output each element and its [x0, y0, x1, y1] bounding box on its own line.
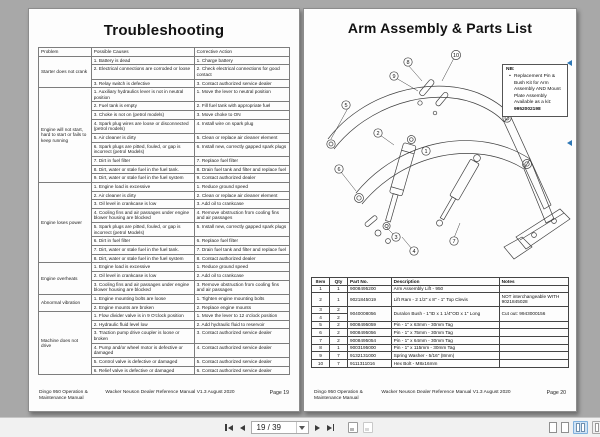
- qty-cell: 1: [329, 293, 347, 306]
- cause-cell: 2. Engine mounts are broken: [91, 303, 194, 312]
- action-cell: 3. Move choke to ON: [194, 111, 289, 120]
- page-title-troubleshooting: Troubleshooting: [103, 22, 225, 39]
- notes-cell: [499, 329, 568, 337]
- qty-cell: 2: [329, 306, 347, 314]
- cause-cell: 2. Electrical connections are corroded or loose: [91, 65, 194, 79]
- cause-cell: 7. Dirt in fuel filter: [91, 156, 194, 165]
- footer-doc-title: Dingo 950 Operation & Maintenance Manual: [314, 389, 363, 401]
- page-number-input[interactable]: [251, 421, 309, 434]
- notes-cell: [499, 321, 568, 329]
- cause-cell: 4. Spark plug wires are loose or disconnected (petrol models): [91, 119, 194, 133]
- table-row: [312, 337, 569, 345]
- action-cell: 2. Clean or replace air cleaner element: [194, 191, 289, 200]
- action-cell: 8. Drain fuel tank and filter and replace fuel: [194, 165, 289, 174]
- troubleshooting-table-body: [39, 56, 290, 375]
- notes-cell: [499, 337, 568, 345]
- callout-5: [342, 101, 350, 109]
- page-indicator: 19 / 39: [256, 423, 281, 432]
- cause-cell: 3. Traction pump drive coupler is loose or broken: [91, 329, 194, 343]
- cause-cell: 5. Spark plugs are pitted, fouled, or gap is incorrect (petrol Models): [91, 223, 194, 237]
- cause-cell: 6. Dirt in fuel filter: [91, 237, 194, 246]
- last-page-button[interactable]: [326, 423, 336, 432]
- next-view-icon[interactable]: [363, 422, 373, 433]
- callout-1: [422, 147, 430, 155]
- previous-page-button[interactable]: [239, 424, 246, 432]
- table-row: [39, 263, 290, 272]
- action-cell: 3. Add oil to crankcase: [194, 200, 289, 209]
- action-cell: 3. Remove obstruction from cooling fins and air passages: [194, 280, 289, 294]
- table-row: [39, 88, 290, 102]
- item-cell: 7: [312, 337, 330, 345]
- single-page-view-icon[interactable]: [549, 422, 557, 433]
- problem-cell: Engine will not start, hard to start or fails to keep running: [39, 88, 92, 183]
- table-row: [39, 294, 290, 303]
- two-page-scroll-view-icon[interactable]: [592, 421, 600, 434]
- cause-cell: 2. Oil level in crankcase is low: [91, 271, 194, 280]
- action-cell: 5. Contact authorized service dealer: [194, 357, 289, 366]
- item-cell: 9: [312, 352, 330, 360]
- action-cell: 5. Install new, correctly gapped spark plugs: [194, 223, 289, 237]
- qty-cell: 2: [329, 314, 347, 322]
- table-row: [39, 182, 290, 191]
- notes-cell: [499, 285, 568, 293]
- description-cell: Pin - 1" x 63mm - 30mm Tag: [391, 321, 499, 329]
- note-availability: Available as a kit:: [514, 100, 552, 106]
- cause-cell: 1. Engine load is excessive: [91, 263, 194, 272]
- description-cell: Duralon Bush - 1"ID x 1 1/4"OD x 1" Long: [391, 306, 499, 321]
- part-number-cell: 9008495056: [347, 329, 391, 337]
- table-row: [312, 285, 569, 293]
- action-cell: 2. Replace engine mounts: [194, 303, 289, 312]
- footer-page-number: Page 19: [269, 389, 289, 396]
- previous-view-icon[interactable]: [348, 422, 358, 433]
- previous-page-icon: [240, 425, 245, 431]
- table-row: [312, 352, 569, 360]
- svg-text:3: 3: [394, 235, 398, 241]
- action-cell: 4. Install wire on spark plug: [194, 119, 289, 133]
- cause-cell: 2. Air cleaner is dirty: [91, 191, 194, 200]
- action-cell: 2. Add hydraulic fluid to reservoir: [194, 320, 289, 329]
- action-cell: 6. Install new, correctly gapped spark plugs: [194, 142, 289, 156]
- callout-3: [392, 233, 400, 241]
- col-header-item: Item: [312, 278, 330, 286]
- table-row: [312, 344, 569, 352]
- bottom-toolbar: [0, 417, 600, 437]
- svg-text:5: 5: [344, 103, 348, 109]
- notes-cell: [499, 360, 568, 368]
- first-page-button[interactable]: [224, 423, 234, 432]
- description-cell: Lift Ram - 2 1/2" x 8" - 1" Top Clevis: [391, 293, 499, 306]
- action-cell: 6. Contact authorized service dealer: [194, 366, 289, 375]
- callout-9: [390, 72, 398, 80]
- action-cell: 4. Remove obstruction from cooling fins and air passages: [194, 208, 289, 222]
- footer-reference: Wacker Neuson Dealer Reference Manual V1.3 August 2020: [381, 389, 511, 395]
- two-page-view-icon[interactable]: [573, 421, 588, 434]
- cause-cell: 3. Cooling fins and air passages under engine blower housing are blocked: [91, 280, 194, 294]
- col-header-part: Part No.: [347, 278, 391, 286]
- cause-cell: 5. Air cleaner is dirty: [91, 134, 194, 143]
- continuous-view-icon[interactable]: [561, 422, 569, 433]
- part-number-cell: 9040008056: [347, 306, 391, 321]
- last-page-icon: [327, 425, 332, 431]
- cause-cell: 2. Hydraulic fluid level low: [91, 320, 194, 329]
- problem-cell: Starter does not crank: [39, 56, 92, 88]
- description-cell: Pin - 1" x 75mm - 30mm Tag: [391, 329, 499, 337]
- item-cell: 3: [312, 306, 330, 314]
- first-page-icon: [228, 425, 233, 431]
- col-header-qty: Qty: [329, 278, 347, 286]
- table-header-row: [39, 48, 290, 57]
- next-page-icon: [315, 425, 320, 431]
- callout-2: [374, 129, 382, 137]
- part-number-cell: 9111311016: [347, 360, 391, 368]
- item-cell: 6: [312, 329, 330, 337]
- cause-cell: 3. Choke is not on (petrol models): [91, 111, 194, 120]
- action-cell: 1. Tighten engine mounting bolts: [194, 294, 289, 303]
- problem-cell: Engine overheats: [39, 263, 92, 295]
- note-label: NB:: [506, 67, 515, 72]
- qty-cell: 7: [329, 360, 347, 368]
- action-cell: 3. Contact authorized service dealer: [194, 329, 289, 343]
- cause-cell: 1. Engine load is excessive: [91, 182, 194, 191]
- parts-table-body: [312, 285, 569, 367]
- table-row: [312, 321, 569, 329]
- note-text: Replacement Pin & Bush Kit for Arm Assembly AND Mount Plate Assembly: [514, 74, 561, 99]
- svg-text:1: 1: [424, 149, 428, 155]
- svg-text:7: 7: [452, 239, 456, 245]
- svg-text:8: 8: [406, 60, 410, 66]
- action-cell: 5. Clean or replace air cleaner element: [194, 134, 289, 143]
- cause-cell: 1. Auxiliary hydraulics lever is not in neutral position: [91, 88, 194, 102]
- cause-cell: 1. Flow divider valve is in 9 O'clock position: [91, 312, 194, 321]
- cause-cell: 3. Oil level in crankcase is low: [91, 200, 194, 209]
- action-cell: 2. Add oil to crankcase: [194, 271, 289, 280]
- part-number-cell: 9008495059: [347, 321, 391, 329]
- svg-text:4: 4: [412, 249, 416, 255]
- page-footer: [39, 390, 289, 402]
- next-page-button[interactable]: [314, 424, 321, 432]
- qty-cell: 1: [329, 285, 347, 293]
- description-cell: Hex Bolt - M8x16mm: [391, 360, 499, 368]
- qty-cell: 1: [329, 344, 347, 352]
- cause-cell: 8. Dirt, water or stale fuel in the fuel system: [91, 254, 194, 263]
- qty-cell: 2: [329, 337, 347, 345]
- action-cell: 7. Drain fuel tank and filter and replace fuel: [194, 246, 289, 255]
- document-page-19: [28, 8, 300, 412]
- action-cell: 9. Contact authorized dealer: [194, 174, 289, 183]
- item-cell: 1: [312, 285, 330, 293]
- qty-cell: 2: [329, 329, 347, 337]
- table-row: [39, 56, 290, 65]
- callout-7: [450, 237, 458, 245]
- table-row: [312, 329, 569, 337]
- action-cell: 7. Replace fuel filter: [194, 156, 289, 165]
- part-number-cell: 9021845019: [347, 293, 391, 306]
- parts-header-row: [312, 278, 569, 286]
- col-header-causes: Possible Causes: [91, 48, 194, 57]
- action-cell: 2. Check electrical connections for good contact: [194, 65, 289, 79]
- cause-cell: 4. Pump and/or wheel motor is defective or damaged: [91, 343, 194, 357]
- cause-cell: 1. Battery is dead: [91, 56, 194, 65]
- footer-doc-title: Dingo 950 Operation & Maintenance Manual: [39, 389, 88, 401]
- problem-cell: Engine loses power: [39, 182, 92, 262]
- footer-reference: Wacker Neuson Dealer Reference Manual V1.3 August 2020: [105, 389, 235, 395]
- action-cell: 2. Fill fuel tank with appropriate fuel: [194, 102, 289, 111]
- page-footer: [314, 390, 566, 402]
- arm-assembly-diagram: [308, 38, 572, 274]
- cause-cell: 7. Dirt, water or stale fuel in the fuel tank.: [91, 246, 194, 255]
- footer-page-number: Page 20: [546, 389, 566, 396]
- bullet-icon: •: [509, 74, 511, 80]
- action-cell: 1. Charge battery: [194, 56, 289, 65]
- table-row: [312, 293, 569, 306]
- description-cell: Pin - 1" x 115mm - 30mm Tag: [391, 344, 499, 352]
- table-row: [312, 306, 569, 314]
- cause-cell: 2. Fuel tank is empty: [91, 102, 194, 111]
- cause-cell: 3. Relay switch is defective: [91, 79, 194, 88]
- cause-cell: 8. Dirt, water or stale fuel in the fuel tank.: [91, 165, 194, 174]
- item-cell: 8: [312, 344, 330, 352]
- problem-cell: Abnormal vibration: [39, 294, 92, 311]
- part-number-cell: 9008495054: [347, 337, 391, 345]
- table-row: [312, 360, 569, 368]
- notes-cell: NOT interchangeable WITH 9021845028: [499, 293, 568, 306]
- svg-text:9: 9: [392, 74, 396, 80]
- callout-4: [410, 247, 418, 255]
- item-cell: 4: [312, 314, 330, 322]
- document-page-20: [303, 8, 577, 412]
- table-row: [39, 312, 290, 321]
- cause-cell: 6. Relief valve is defective or damaged: [91, 366, 194, 375]
- notes-cell: Cut out: 9943000156: [499, 306, 568, 321]
- callout-8: [404, 58, 412, 66]
- col-header-problem: Problem: [39, 48, 92, 57]
- problem-cell: Machine does not drive: [39, 312, 92, 375]
- cause-cell: 6. Spark plugs are pitted, fouled, or gap is incorrect (petrol Models): [91, 142, 194, 156]
- notes-cell: [499, 352, 568, 360]
- svg-text:2: 2: [376, 131, 380, 137]
- action-cell: 1. Move the lever to neutral position: [194, 88, 289, 102]
- action-cell: 8. Contact authorized dealer: [194, 254, 289, 263]
- notes-cell: [499, 344, 568, 352]
- part-number-cell: 9008495200: [347, 285, 391, 293]
- chevron-down-icon[interactable]: [297, 426, 308, 430]
- cause-cell: 5. Control valve is defective or damaged: [91, 357, 194, 366]
- item-cell: 5: [312, 321, 330, 329]
- action-cell: 6. Replace fuel filter: [194, 237, 289, 246]
- kit-number: 9952002198: [514, 106, 541, 112]
- parts-table: [311, 277, 569, 368]
- action-cell: 1. Move the lever to 12 o'clock position: [194, 312, 289, 321]
- page-title-arm-assembly: Arm Assembly & Parts List: [347, 20, 533, 36]
- part-number-cell: 9132131000: [347, 352, 391, 360]
- action-cell: 1. Reduce ground speed: [194, 182, 289, 191]
- description-cell: Pin - 1" x 64mm - 30mm Tag: [391, 337, 499, 345]
- annotation-triangle-icon: [567, 60, 572, 66]
- description-cell: Spring Washer - 5/16" (8mm): [391, 352, 499, 360]
- description-cell: Arm Assembly Lift - 950: [391, 285, 499, 293]
- action-cell: 1. Reduce ground speed: [194, 263, 289, 272]
- svg-text:6: 6: [337, 167, 341, 173]
- callout-10: [451, 50, 460, 59]
- callout-6: [335, 165, 343, 173]
- note-box: [502, 64, 568, 117]
- action-cell: 3. Contact authorized service dealer: [194, 79, 289, 88]
- item-cell: 10: [312, 360, 330, 368]
- annotation-triangle-icon: [567, 140, 572, 146]
- part-number-cell: 9003195000: [347, 344, 391, 352]
- cause-cell: 1. Engine mounting bolts are loose: [91, 294, 194, 303]
- col-header-notes: Notes: [499, 278, 568, 286]
- svg-text:10: 10: [452, 53, 460, 59]
- cause-cell: 9. Dirt, water or stale fuel in the fuel system: [91, 174, 194, 183]
- qty-cell: 7: [329, 352, 347, 360]
- troubleshooting-table: [38, 47, 290, 375]
- qty-cell: 2: [329, 321, 347, 329]
- item-cell: 2: [312, 293, 330, 306]
- action-cell: 4. Contact authorized service dealer: [194, 343, 289, 357]
- col-header-desc: Description: [391, 278, 499, 286]
- col-header-action: Corrective Action: [194, 48, 289, 57]
- cause-cell: 4. Cooling fins and air passages under engine blower housing are blocked: [91, 208, 194, 222]
